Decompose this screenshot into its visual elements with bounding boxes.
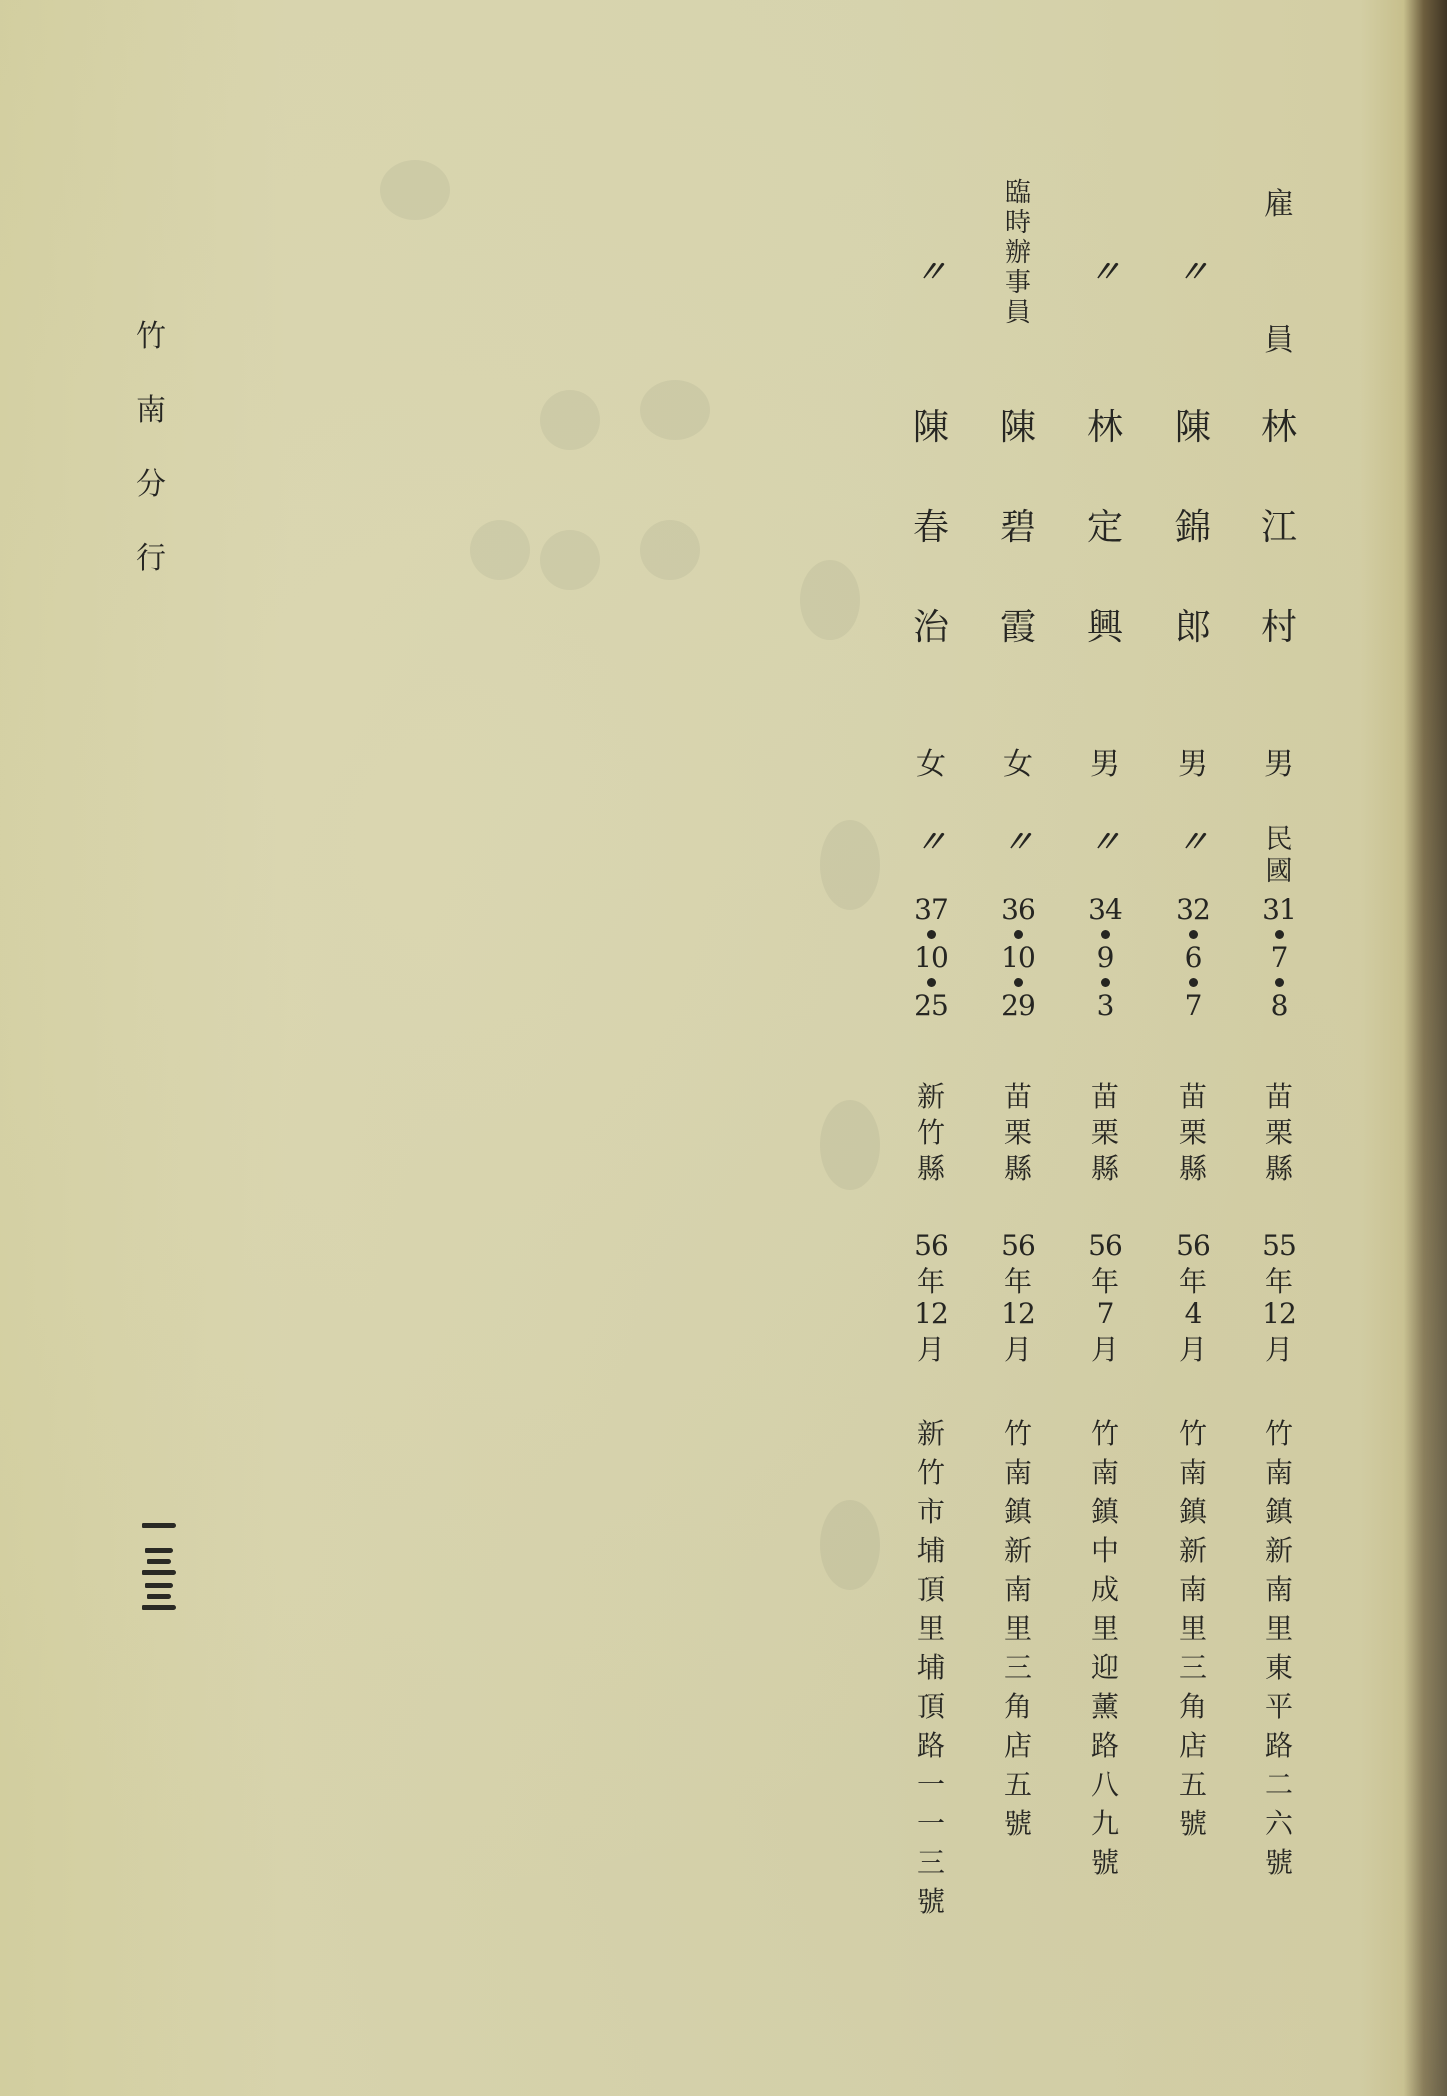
separator-dot: [1275, 978, 1284, 987]
address-char: 埔: [916, 1651, 945, 1684]
name-char: 陳: [912, 407, 949, 448]
paper-bleed-through: [640, 520, 700, 580]
place-char: 縣: [1003, 1152, 1032, 1185]
address-char: 東: [1264, 1651, 1293, 1684]
place-char: 栗: [1264, 1116, 1293, 1149]
joined-year: 56: [1001, 1229, 1035, 1262]
address-char: 頂: [916, 1690, 945, 1723]
address-char: 南: [1264, 1456, 1293, 1489]
name-cell: [896, 407, 966, 710]
name-cell: [1158, 407, 1228, 710]
name-char: 江: [1260, 507, 1297, 548]
page-number-digit-one: [142, 1520, 176, 1531]
section-label-char: 行: [136, 541, 166, 576]
paper-bleed-through: [640, 380, 710, 440]
birth-day: 25: [914, 989, 948, 1022]
name-char: 林: [1260, 407, 1297, 448]
separator-dot: [1014, 930, 1023, 939]
address-char: 竹: [1264, 1417, 1293, 1450]
joined-year: 56: [914, 1229, 948, 1262]
paper-bleed-through: [800, 560, 860, 640]
address-char: 號: [1090, 1846, 1119, 1879]
address-char: 號: [1003, 1807, 1032, 1840]
address-char: 鎮: [1178, 1495, 1207, 1528]
ditto-mark: 〃: [911, 825, 951, 860]
address-cell: [1244, 1417, 1314, 1888]
place-char: 栗: [1178, 1116, 1207, 1149]
separator-dot: [927, 978, 936, 987]
month-char: 月: [1178, 1333, 1207, 1366]
sex-cell: [1244, 747, 1314, 782]
address-char: 南: [1003, 1456, 1032, 1489]
place-char: 縣: [1264, 1152, 1293, 1185]
year-char: 年: [1264, 1265, 1293, 1298]
birth-year: 32: [1176, 893, 1210, 926]
paper-bleed-through: [380, 160, 450, 220]
native-place-cell: [1070, 1080, 1140, 1191]
birth-date-cell: [896, 893, 966, 1022]
staff-entry: [896, 0, 966, 2096]
section-label-char: 南: [136, 393, 166, 428]
separator-dot: [1101, 930, 1110, 939]
paper-bleed-through: [820, 1500, 880, 1590]
title-char: 事: [1004, 268, 1031, 298]
address-char: 一: [916, 1807, 945, 1840]
birth-era-cell: [1158, 825, 1228, 860]
place-char: 苗: [1178, 1080, 1207, 1113]
joined-date-cell: [1158, 1229, 1228, 1368]
address-cell: [1158, 1417, 1228, 1849]
place-char: 苗: [1264, 1080, 1293, 1113]
address-char: 路: [1264, 1729, 1293, 1762]
place-char: 竹: [916, 1116, 945, 1149]
address-cell: [1070, 1417, 1140, 1888]
name-char: 郎: [1174, 607, 1211, 648]
name-cell: [1244, 407, 1314, 710]
title-char: 辦: [1004, 238, 1031, 268]
title-char: 員: [1004, 298, 1031, 328]
year-char: 年: [916, 1265, 945, 1298]
native-place-cell: [896, 1080, 966, 1191]
address-char: 里: [916, 1612, 945, 1645]
paper-bleed-through: [540, 530, 600, 590]
sex-value: 男: [1264, 747, 1294, 782]
joined-date-cell: [983, 1229, 1053, 1368]
birth-day: 8: [1270, 989, 1288, 1022]
month-char: 月: [1003, 1333, 1032, 1366]
title-char: 員: [1264, 323, 1294, 358]
address-char: 五: [1178, 1768, 1207, 1801]
name-char: 錦: [1174, 507, 1211, 548]
name-char: 治: [912, 607, 949, 648]
sex-cell: [983, 747, 1053, 782]
address-char: 南: [1178, 1573, 1207, 1606]
staff-entry: [1158, 0, 1228, 2096]
month-char: 月: [916, 1333, 945, 1366]
address-char: 三: [916, 1846, 945, 1879]
ditto-mark: 〃: [911, 255, 951, 290]
name-char: 春: [912, 507, 949, 548]
separator-dot: [1275, 930, 1284, 939]
month-char: 月: [1090, 1333, 1119, 1366]
paper-bleed-through: [820, 820, 880, 910]
staff-entry: [983, 0, 1053, 2096]
page-number: [142, 1520, 176, 1627]
place-char: 栗: [1003, 1116, 1032, 1149]
birth-day: 29: [1001, 989, 1035, 1022]
birth-date-cell: [1158, 893, 1228, 1022]
joined-date-cell: [1070, 1229, 1140, 1368]
birth-month: 10: [914, 941, 948, 974]
ditto-mark: 〃: [1173, 825, 1213, 860]
address-char: 成: [1090, 1573, 1119, 1606]
address-char: 三: [1003, 1651, 1032, 1684]
address-char: 竹: [1178, 1417, 1207, 1450]
address-char: 里: [1090, 1612, 1119, 1645]
address-cell: [896, 1417, 966, 1927]
address-char: 八: [1090, 1768, 1119, 1801]
name-char: 陳: [1174, 407, 1211, 448]
address-char: 竹: [1003, 1417, 1032, 1450]
place-char: 縣: [916, 1152, 945, 1185]
address-char: 店: [1003, 1729, 1032, 1762]
title-cell: [983, 180, 1053, 330]
birth-era-cell: [896, 825, 966, 860]
joined-date-cell: [896, 1229, 966, 1368]
place-char: 縣: [1178, 1152, 1207, 1185]
title-cell: [1158, 255, 1228, 290]
address-char: 店: [1178, 1729, 1207, 1762]
name-char: 興: [1086, 607, 1123, 648]
address-char: 新: [1264, 1534, 1293, 1567]
title-cell: [1244, 187, 1314, 360]
address-char: 五: [1003, 1768, 1032, 1801]
paper-bleed-through: [470, 520, 530, 580]
birth-year: 31: [1262, 893, 1296, 926]
native-place-cell: [1244, 1080, 1314, 1191]
address-char: 九: [1090, 1807, 1119, 1840]
address-char: 號: [1264, 1846, 1293, 1879]
birth-month: 9: [1096, 941, 1114, 974]
address-char: 號: [1178, 1807, 1207, 1840]
birth-date-cell: [1070, 893, 1140, 1022]
address-char: 平: [1264, 1690, 1293, 1723]
name-cell: [983, 407, 1053, 710]
address-char: 南: [1003, 1573, 1032, 1606]
address-char: 竹: [1090, 1417, 1119, 1450]
title-char: 雇: [1264, 187, 1294, 222]
separator-dot: [1101, 978, 1110, 987]
address-char: 里: [1264, 1612, 1293, 1645]
address-char: 鎮: [1264, 1495, 1293, 1528]
birth-month: 6: [1184, 941, 1202, 974]
sex-value: 男: [1178, 747, 1208, 782]
birth-era-cell: [1070, 825, 1140, 860]
era-char: 國: [1265, 856, 1293, 887]
address-char: 頂: [916, 1573, 945, 1606]
address-char: 南: [1090, 1456, 1119, 1489]
separator-dot: [1189, 930, 1198, 939]
address-char: 鎮: [1003, 1495, 1032, 1528]
name-char: 村: [1260, 607, 1297, 648]
title-char: 時: [1004, 208, 1031, 238]
separator-dot: [1189, 978, 1198, 987]
sex-value: 女: [1003, 747, 1033, 782]
address-char: 六: [1264, 1807, 1293, 1840]
name-char: 林: [1086, 407, 1123, 448]
joined-date-cell: [1244, 1229, 1314, 1368]
name-char: 碧: [999, 507, 1036, 548]
joined-year: 56: [1176, 1229, 1210, 1262]
staff-entry: [1070, 0, 1140, 2096]
birth-year: 37: [914, 893, 948, 926]
address-char: 角: [1003, 1690, 1032, 1723]
address-char: 新: [1178, 1534, 1207, 1567]
place-char: 苗: [1003, 1080, 1032, 1113]
sex-value: 男: [1090, 747, 1120, 782]
place-char: 栗: [1090, 1116, 1119, 1149]
joined-month: 12: [914, 1297, 948, 1330]
address-char: 鎮: [1090, 1495, 1119, 1528]
name-char: 陳: [999, 407, 1036, 448]
page-number-digit-three: [142, 1580, 176, 1613]
joined-month: 7: [1096, 1297, 1114, 1330]
title-char: 臨: [1004, 178, 1031, 208]
place-char: 縣: [1090, 1152, 1119, 1185]
joined-month: 12: [1262, 1297, 1296, 1330]
era-char: 民: [1265, 824, 1293, 855]
address-char: 路: [1090, 1729, 1119, 1762]
staff-entry: [1244, 0, 1314, 2096]
birth-year: 36: [1001, 893, 1035, 926]
birth-day: 7: [1184, 989, 1202, 1022]
joined-month: 12: [1001, 1297, 1035, 1330]
address-char: 里: [1003, 1612, 1032, 1645]
birth-date-cell: [1244, 893, 1314, 1022]
birth-era-cell: [1244, 826, 1314, 890]
place-char: 苗: [1090, 1080, 1119, 1113]
page-number-digit-three: [142, 1545, 176, 1578]
sex-value: 女: [916, 747, 946, 782]
year-char: 年: [1003, 1265, 1032, 1298]
address-char: 薰: [1090, 1690, 1119, 1723]
name-char: 定: [1086, 507, 1123, 548]
address-char: 角: [1178, 1690, 1207, 1723]
title-cell: [1070, 255, 1140, 290]
joined-year: 55: [1262, 1229, 1296, 1262]
birth-era-cell: [983, 825, 1053, 860]
sex-cell: [1158, 747, 1228, 782]
address-char: 新: [1003, 1534, 1032, 1567]
address-char: 中: [1090, 1534, 1119, 1567]
birth-month: 10: [1001, 941, 1035, 974]
address-char: 里: [1178, 1612, 1207, 1645]
name-cell: [1070, 407, 1140, 710]
ditto-mark: 〃: [1173, 255, 1213, 290]
address-char: 南: [1178, 1456, 1207, 1489]
address-char: 竹: [916, 1456, 945, 1489]
sex-cell: [896, 747, 966, 782]
address-char: 號: [916, 1885, 945, 1918]
paper-bleed-through: [540, 390, 600, 450]
address-char: 新: [916, 1417, 945, 1450]
address-char: 路: [916, 1729, 945, 1762]
birth-day: 3: [1096, 989, 1114, 1022]
section-label: [136, 319, 166, 618]
address-cell: [983, 1417, 1053, 1849]
address-char: 一: [916, 1768, 945, 1801]
place-char: 新: [916, 1080, 945, 1113]
birth-month: 7: [1270, 941, 1288, 974]
section-label-char: 竹: [136, 319, 166, 354]
ditto-mark: 〃: [1085, 825, 1125, 860]
address-char: 迎: [1090, 1651, 1119, 1684]
separator-dot: [927, 930, 936, 939]
title-cell: [896, 255, 966, 290]
paper-bleed-through: [820, 1100, 880, 1190]
year-char: 年: [1178, 1265, 1207, 1298]
address-char: 市: [916, 1495, 945, 1528]
ditto-mark: 〃: [1085, 255, 1125, 290]
birth-year: 34: [1088, 893, 1122, 926]
joined-month: 4: [1184, 1297, 1202, 1330]
month-char: 月: [1264, 1333, 1293, 1366]
native-place-cell: [983, 1080, 1053, 1191]
address-char: 二: [1264, 1768, 1293, 1801]
native-place-cell: [1158, 1080, 1228, 1191]
ditto-mark: 〃: [998, 825, 1038, 860]
section-label-char: 分: [136, 467, 166, 502]
address-char: 南: [1264, 1573, 1293, 1606]
sex-cell: [1070, 747, 1140, 782]
birth-date-cell: [983, 893, 1053, 1022]
joined-year: 56: [1088, 1229, 1122, 1262]
name-char: 霞: [999, 607, 1036, 648]
year-char: 年: [1090, 1265, 1119, 1298]
separator-dot: [1014, 978, 1023, 987]
address-char: 埔: [916, 1534, 945, 1567]
address-char: 三: [1178, 1651, 1207, 1684]
